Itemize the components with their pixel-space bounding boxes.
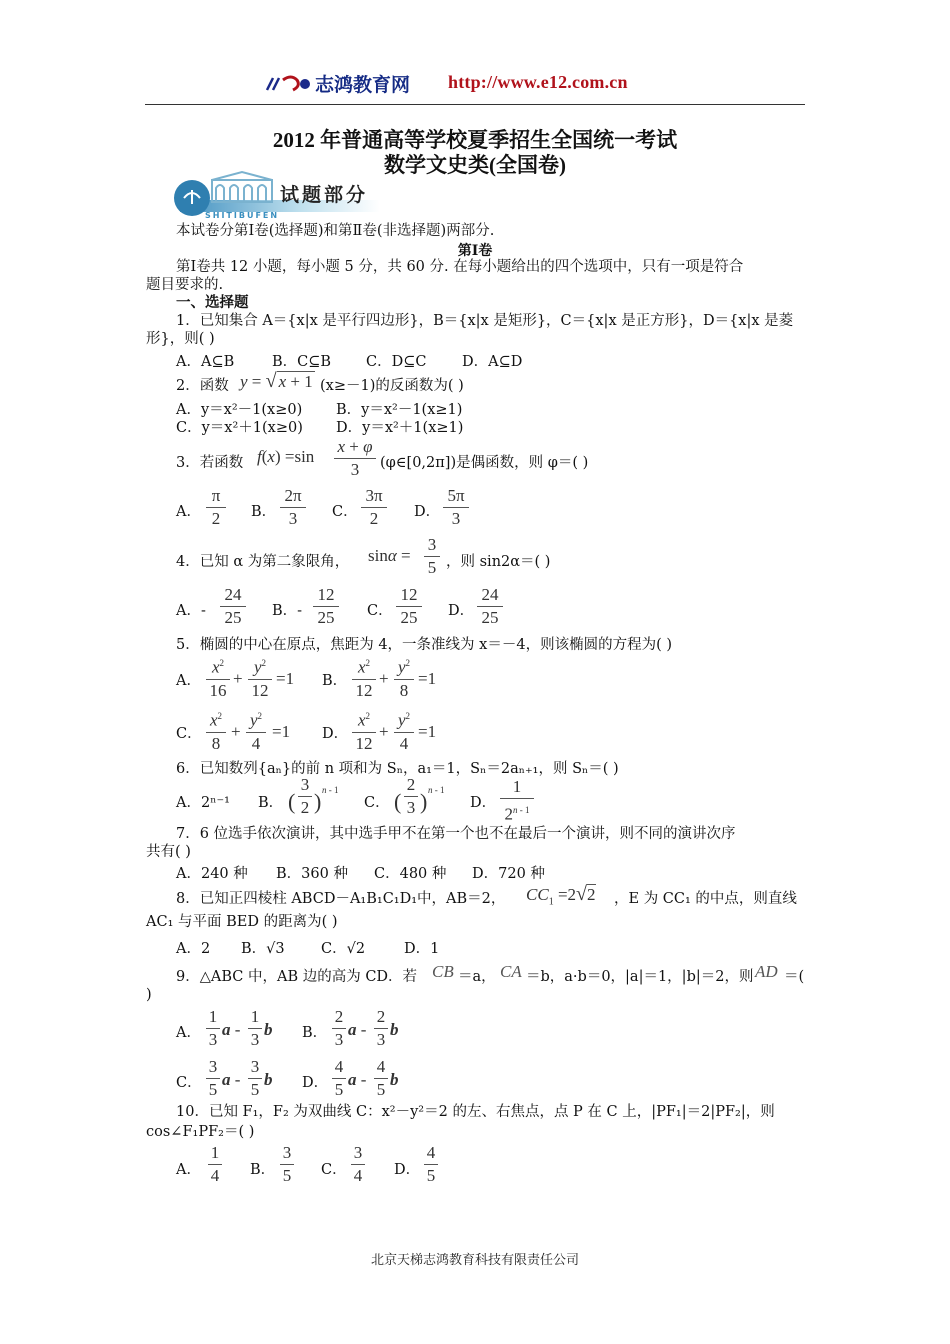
q4-stem: 4．已知 α 为第二象限角， [176,554,350,570]
q5-stem: 5．椭圆的中心在原点，焦距为 4，一条准线为 x＝－4，则该椭圆的方程为( ) [176,637,672,653]
q1-option-a[interactable]: A．A⊆B [176,354,235,370]
q5-option-c-label[interactable]: C． [176,726,202,742]
part1-desc-cont: 题目要求的. [146,277,224,293]
q3-option-a-value[interactable]: π 2 [206,486,226,529]
q4-option-d-value[interactable]: 24 25 [477,585,503,628]
q4-option-c-value[interactable]: 12 25 [396,585,422,628]
q3-option-a-label[interactable]: A． [176,504,201,520]
q9-vector-ad: AD [755,962,778,981]
q8-option-b[interactable]: B．√3 [241,941,285,957]
q4-stem-cont: ，则 sin2α＝( ) [446,554,551,570]
q6-option-c-label[interactable]: C． [364,795,390,811]
q8-stem: 8．已知正四棱柱 ABCD－A₁B₁C₁D₁中，AB＝2， [176,891,506,907]
q2-option-d[interactable]: D．y＝x²＋1(x≥1) [336,420,464,436]
q4-formula: sinα = [368,546,411,565]
q2-option-b[interactable]: B．y＝x²－1(x≥1) [336,402,463,418]
q4-option-d-label[interactable]: D． [448,603,475,619]
q6-option-d-value[interactable]: 1 2$^{n - 1}$ [500,777,534,825]
q1-option-c[interactable]: C．D⊆C [366,354,427,370]
q4-option-a-label[interactable]: A．- [176,603,206,619]
q10-option-d-label[interactable]: D． [394,1162,421,1178]
q3-option-c-value[interactable]: 3π 2 [361,486,387,529]
q6-option-a[interactable]: A．2ⁿ⁻¹ [176,795,230,811]
q2-stem-cont: (x≥－1)的反函数为( ) [320,378,464,394]
q10-option-a-value[interactable]: 1 4 [208,1143,222,1186]
q7-option-a[interactable]: A．240 种 [176,866,248,882]
q8-formula: $CC_1 =2√2$ [526,883,596,908]
q10-option-d-value[interactable]: 4 5 [424,1143,438,1186]
q3-option-c-label[interactable]: C． [332,504,358,520]
q4-option-c-label[interactable]: C． [367,603,393,619]
q9-vector-ca: CA [500,962,522,981]
brand-name: 志鸿教育网 [315,75,411,96]
exam-subtitle: 数学文史类(全国卷) [384,153,566,177]
q8-option-d[interactable]: D．1 [404,941,440,957]
q3-formula: f(x) =sin [257,447,315,466]
q8-stem-cont: ，E 为 CC₁ 的中点，则直线 [614,891,797,907]
q9-option-d-label[interactable]: D． [302,1075,329,1091]
part1-desc: 第Ⅰ卷共 12 小题，每小题 5 分，共 60 分. 在每小题给出的四个选项中，只有一项是符合 [176,259,744,275]
q5-option-d-label[interactable]: D． [322,726,349,742]
exam-page: 志鸿教育网 http://www.e12.com.cn 2012 年普通高等学校夏季招生全国统一考试 数学文史类(全国卷) 试题部分 SHITIBUFEN 本试卷分第Ⅰ卷(选择题)和第Ⅱ卷(非选择题)两部分. 第Ⅰ卷 第Ⅰ卷共 12 小题，每小题 5 分，共 60 分. 在每小题给出的四个选项中，只有一项是符合 题目要求的. 一、选择题 1．已知集合 A＝{x|x 是平行四边形}，B＝{x|x 是矩形}，C＝{x|x 是正方形}，D＝{x|x 是菱 形}，则( ) A．A⊆B B．C⊆B C．D⊆C D．A⊆D 2．函数 y = √ x + 1 (x≥－1)的反函数为( ) A．y＝x²－1(x≥0) B．y＝x²－1(x≥1) C．y＝x²＋1(x≥0) D．y＝x²＋1(x≥1) 3．若函数 f(x) =sin x + φ 3 (φ∈[0,2π])是偶函数，则 φ＝( ) A． π 2 B． 2π 3 C． 3π 2 D． 5π 3 4．已知 α 为第二象限角， sinα = 3 5 ，则 sin2α＝( ) A．- 24 25 B．- 12 25 C． 12 25 D． 24 25 5．椭圆的中心在原点，焦距为 4，一条准线为 x＝－4，则该椭圆的方程为( ) A． $x^2$ 16 + $y^2$ 12 =1 B． $x^2$ 12 + $y^2$ 8 =1 C． $x^2$ 8 + $y^2$ 4 =1 D． $x^2$ 12 + $y^2$ 4 =1 6．已知数列{aₙ}的前 n 项和为 Sₙ，a₁＝1，Sₙ＝2aₙ₊₁，则 Sₙ＝( ) A．2ⁿ⁻¹ B． ( 3 2 ) n - 1 C． ( 2 3 ) n - 1 D． 1 2$^{n - 1}$ 7．6 位选手依次演讲，其中选手甲不在第一个也不在最后一个演讲，则不同的演讲次序 共有( ) A．240 种 B．360 种 C．480 种 D．720 种 8．已知正四棱柱 ABCD－A₁B₁C₁D₁中，AB＝2， $CC_1 =2√2$ ，E 为 CC₁ 的中点，则直线 AC₁ 与平面 BED 的距离为( ) A．2 B．√3 C．√2 D．1 9．△ABC 中，AB 边的高为 CD．若 CB ＝a， CA ＝b，a·b＝0，|a|＝1，|b|＝2，则 AD ＝( ) A． 1 3 a - 1 3 b B． 2 3 a - 2 3 b C． 3 5 a - 3 5 b D． 4 5 a - 4 5 b 10．已知 F₁，F₂ 为双曲线 C：x²－y²＝2 的左、右焦点，点 P 在 C 上，|PF₁|＝2|PF₂|，则 cos∠F₁PF₂＝( ) A． 1 4 B． 3 5 C． 3 4 D． 4 5 北京天梯志鸿教育科技有限责任公司 [0,0,950,1344]
footer-company: 北京天梯志鸿教育科技有限责任公司 [370,1253,579,1268]
q10-stem-cont: cos∠F₁PF₂＝( ) [146,1124,255,1140]
q9-stem-b: ＝a， [458,969,496,985]
q6-option-b-label[interactable]: B． [258,795,284,811]
q2-formula: y = √ x + 1 [240,370,313,392]
q7-stem: 7．6 位选手依次演讲，其中选手甲不在第一个也不在最后一个演讲，则不同的演讲次序 [176,826,736,842]
q2-option-c[interactable]: C．y＝x²＋1(x≥0) [176,420,303,436]
q10-stem: 10．已知 F₁，F₂ 为双曲线 C：x²－y²＝2 的左、右焦点，点 P 在 C 上，|PF₁|＝2|PF₂|，则 [176,1104,775,1120]
q1-option-d[interactable]: D．A⊆D [462,354,523,370]
q6-option-d-label[interactable]: D． [470,795,497,811]
q4-option-b-label[interactable]: B．- [272,603,303,619]
q10-option-b-value[interactable]: 3 5 [280,1143,294,1186]
q10-option-c-value[interactable]: 3 4 [351,1143,365,1186]
q1-stem-cont: 形}，则( ) [146,331,215,347]
q9-stem-d: ＝( [784,969,805,985]
exam-title: 2012 年普通高等学校夏季招生全国统一考试 [272,128,678,152]
section-badge-pinyin: SHITIBUFEN [205,211,280,220]
q9-option-c-label[interactable]: C． [176,1075,202,1091]
q3-option-d-value[interactable]: 5π 3 [443,486,469,529]
part1-title: 第Ⅰ卷 [457,243,493,259]
q7-option-d[interactable]: D．720 种 [472,866,545,882]
q1-option-b[interactable]: B．C⊆B [272,354,332,370]
q9-option-b-label[interactable]: B． [302,1025,328,1041]
q10-option-c-label[interactable]: C． [321,1162,347,1178]
q4-fraction: 3 5 [424,535,440,578]
q2-stem: 2．函数 [176,378,229,394]
q5-option-a-label[interactable]: A． [176,673,201,689]
q3-option-b-label[interactable]: B． [251,504,277,520]
site-url-link[interactable]: http://www.e12.com.cn [448,72,628,92]
section-badge-label: 试题部分 [280,184,369,206]
q3-fraction: x + φ 3 [334,437,376,480]
q3-stem-cont: (φ∈[0,2π])是偶函数，则 φ＝( ) [380,455,589,471]
q9-stem-c: ＝b，a·b＝0，|a|＝1，|b|＝2，则 [526,969,754,985]
q7-option-c[interactable]: C．480 种 [374,866,447,882]
header-divider [145,104,805,105]
q9-option-a-label[interactable]: A． [176,1025,201,1041]
q4-option-b-value[interactable]: 12 25 [313,585,339,628]
q3-stem: 3．若函数 [176,455,244,471]
q3-option-b-value[interactable]: 2π 3 [280,486,306,529]
q5-option-b-label[interactable]: B． [322,673,348,689]
q8-stem-line2: AC₁ 与平面 BED 的距离为( ) [146,914,338,930]
q10-option-b-label[interactable]: B． [250,1162,276,1178]
brand-logo-icon [263,72,323,96]
q3-option-d-label[interactable]: D． [414,504,441,520]
section-heading: 一、选择题 [176,294,249,311]
q4-option-a-value[interactable]: 24 25 [220,585,246,628]
q2-option-a[interactable]: A．y＝x²－1(x≥0) [176,402,303,418]
intro-text: 本试卷分第Ⅰ卷(选择题)和第Ⅱ卷(非选择题)两部分. [176,223,495,239]
q8-option-c[interactable]: C．√2 [321,941,366,957]
q9-vector-cb: CB [432,962,454,981]
q9-stem: 9．△ABC 中，AB 边的高为 CD．若 [176,969,418,985]
q8-option-a[interactable]: A．2 [176,941,211,957]
q7-option-b[interactable]: B．360 种 [276,866,348,882]
q9-stem-cont: ) [146,987,152,1003]
q10-option-a-label[interactable]: A． [176,1162,201,1178]
q7-stem-cont: 共有( ) [146,844,191,860]
q6-stem: 6．已知数列{aₙ}的前 n 项和为 Sₙ，a₁＝1，Sₙ＝2aₙ₊₁，则 Sₙ＝( ) [176,761,619,777]
header [145,62,805,104]
q1-stem: 1．已知集合 A＝{x|x 是平行四边形}，B＝{x|x 是矩形}，C＝{x|x 是正方形}，D＝{x|x 是菱 [176,313,794,329]
